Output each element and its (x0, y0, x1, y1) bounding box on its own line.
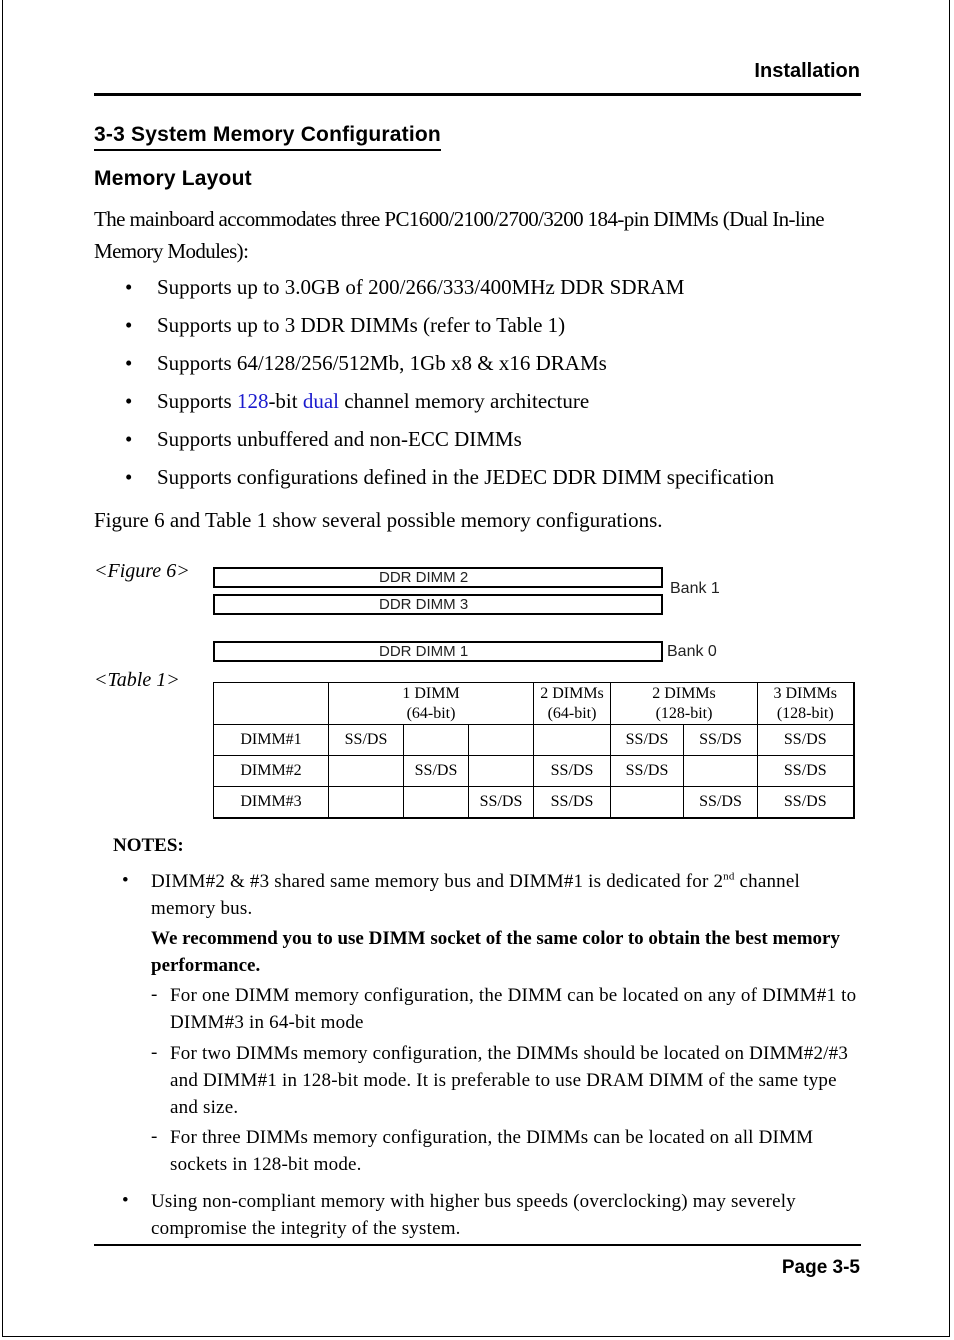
table-cell: SS/DS (684, 787, 758, 819)
page-number: Page 3-5 (781, 1257, 860, 1278)
feature-text: Supports 64/128/256/512Mb, 1Gb x8 & x16 DRAMs (157, 351, 607, 375)
table-cell: SS/DS (758, 725, 854, 756)
footer-rule (94, 1244, 861, 1246)
table-cell (404, 725, 469, 756)
feature-text (157, 389, 589, 414)
table-cell: SS/DS (758, 787, 854, 819)
table-label: <Table 1> (94, 669, 180, 691)
table-cell (469, 725, 534, 756)
table-cell (684, 756, 758, 787)
slot-label: DDR DIMM 1 (379, 643, 469, 660)
table-cell (404, 787, 469, 819)
header-3-dimms-128: 3 DIMMs (128-bit) (758, 683, 854, 725)
table-cell: SS/DS (469, 787, 534, 819)
table-cell: SS/DS (404, 756, 469, 787)
table-cell (329, 756, 404, 787)
slot-label: DDR DIMM 2 (379, 569, 469, 586)
slot-label: DDR DIMM 3 (379, 596, 469, 613)
table-row (214, 756, 854, 787)
note-detail-1: For one DIMM memory configuration, the DIMM can be located on any of DIMM#1 to DIMM#3 in 64-bit mode (170, 985, 857, 1033)
memory-config-table (213, 682, 855, 819)
feature-text-mid: -bit (268, 389, 303, 413)
table-cell: SS/DS (684, 725, 758, 756)
table-cell (469, 756, 534, 787)
table-cell: SS/DS (611, 756, 684, 787)
table-cell (611, 787, 684, 819)
table-header-row (214, 683, 854, 725)
notes-title: NOTES: (113, 835, 184, 856)
dimm-slot-3 (213, 594, 663, 615)
table-cell: SS/DS (611, 725, 684, 756)
bullet: • (125, 275, 133, 299)
highlight-128: 128 (236, 389, 269, 413)
feature-text: Supports unbuffered and non-ECC DIMMs (157, 427, 522, 451)
bullet: • (125, 351, 133, 375)
table-cell: SS/DS (758, 756, 854, 787)
row-header: DIMM#1 (214, 725, 329, 756)
table-cell: SS/DS (534, 756, 611, 787)
row-header: DIMM#2 (214, 756, 329, 787)
row-header: DIMM#3 (214, 787, 329, 819)
note-detail-2: For two DIMMs memory configuration, the DIMMs should be located on DIMM#2/#3 and DIMM#1 in 128-bit mode. It is preferable to use DRAM DIMM of the same type and size. (170, 1043, 849, 1118)
bullet: • (122, 1190, 129, 1211)
recommendation: We recommend you to use DIMM socket of the same color to obtain the best memory performance. (151, 928, 840, 976)
feature-text-post: channel memory architecture (339, 389, 590, 413)
feature-text: Supports up to 3.0GB of 200/266/333/400MHz DDR SDRAM (157, 275, 685, 299)
header-corner (214, 683, 329, 725)
table-cell (329, 787, 404, 819)
header-2-dimms-128: 2 DIMMs (128-bit) (611, 683, 758, 725)
note-detail-3: For three DIMMs memory configuration, the DIMMs can be located on all DIMM sockets in 128-bit mode. (170, 1127, 814, 1175)
note-2: Using non-compliant memory with higher bus speeds (overclocking) may severely compromise the integrity of the system. (151, 1191, 796, 1239)
highlight-dual: dual (302, 389, 340, 413)
bullet: • (125, 313, 133, 337)
dash: - (151, 984, 158, 1005)
bullet: • (125, 465, 133, 489)
table-cell: SS/DS (329, 725, 404, 756)
lead-sentence: Figure 6 and Table 1 show several possible memory configurations. (94, 508, 663, 532)
bank-0-label: Bank 0 (667, 643, 717, 660)
dash: - (151, 1126, 158, 1147)
dash: - (151, 1042, 158, 1063)
dimm-slot-2 (213, 567, 663, 588)
table-row (214, 725, 854, 756)
figure-label: <Figure 6> (94, 560, 190, 582)
bullet: • (122, 870, 129, 891)
intro-paragraph: The mainboard accommodates three PC1600/2100/2700/3200 184-pin DIMMs (Dual In-line Memory Modules): (94, 207, 824, 263)
feature-text-pre: Supports (157, 389, 237, 413)
bank-1-label: Bank 1 (670, 580, 720, 597)
bullet: • (125, 389, 133, 413)
note-1: DIMM#2 & #3 shared same memory bus and DIMM#1 is dedicated for 2nd channel memory bus. (151, 870, 800, 919)
running-header: Installation (754, 60, 860, 82)
section-title: 3-3 System Memory Configuration (94, 123, 441, 151)
subsection-title: Memory Layout (94, 167, 252, 190)
header-1-dimm-64: 1 DIMM (64-bit) (329, 683, 534, 725)
feature-text: Supports up to 3 DDR DIMMs (refer to Table 1) (157, 313, 566, 337)
dimm-slot-1 (213, 641, 663, 662)
table-cell: SS/DS (534, 787, 611, 819)
bullet: • (125, 427, 133, 451)
header-2-dimms-64: 2 DIMMs (64-bit) (534, 683, 611, 725)
table-cell (534, 725, 611, 756)
table-row (214, 787, 854, 819)
header-rule (94, 93, 861, 96)
feature-text: Supports configurations defined in the JEDEC DDR DIMM specification (157, 465, 775, 489)
